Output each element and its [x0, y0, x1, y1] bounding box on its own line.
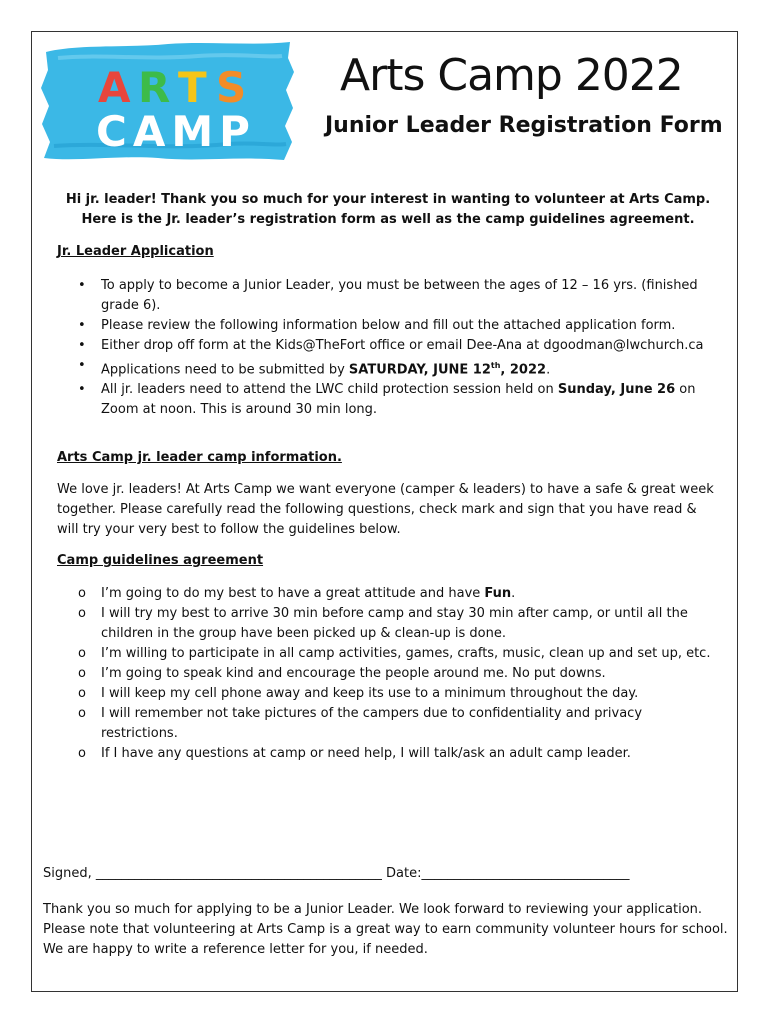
logo-letter-r: R	[138, 63, 171, 112]
application-heading: Jr. Leader Application	[57, 244, 214, 259]
logo-letter-t: T	[178, 63, 207, 112]
guideline-item: o I’m going to do my best to have a great attitude and have Fun.	[78, 586, 516, 601]
arts-camp-logo	[38, 38, 298, 164]
list-item: • To apply to become a Junior Leader, you must be between the ages of 12 – 16 yrs. (finished grade 6).	[78, 278, 698, 313]
closing-text: Thank you so much for applying to be a Junior Leader. We look forward to reviewing your application. Please note that volunteering at Arts Camp is a great way to earn community volunteer hours for school. We are happy to write a reference letter for you, if needed.	[43, 902, 728, 957]
guideline-item: o If I have any questions at camp or need help, I will talk/ask an adult camp leader.	[78, 746, 631, 761]
page-title: Arts Camp 2022	[340, 50, 683, 101]
guideline-item: o I will try my best to arrive 30 min before camp and stay 30 min after camp, or until all the children in the group have been picked up & clean-up is done.	[78, 606, 688, 641]
guidelines-list	[78, 584, 718, 764]
form-subtitle: Junior Leader Registration Form	[325, 113, 723, 138]
guideline-item: o I’m willing to participate in all camp activities, games, crafts, music, clean up and set up, etc.	[78, 646, 711, 661]
signed-field[interactable]: Signed, ____________________________________________	[43, 866, 382, 881]
signature-line	[43, 866, 629, 881]
guideline-item: o I will remember not take pictures of the campers due to confidentiality and privacy restrictions.	[78, 706, 643, 741]
list-item: • Either drop off form at the Kids@TheFort office or email Dee-Ana at dgoodman@lwchurch.ca	[78, 338, 704, 353]
info-heading: Arts Camp jr. leader camp information.	[57, 450, 342, 465]
list-item: • Applications need to be submitted by SATURDAY, JUNE 12th, 2022.	[78, 358, 551, 378]
guideline-item: o I will keep my cell phone away and keep its use to a minimum throughout the day.	[78, 686, 639, 701]
intro-text: Hi jr. leader! Thank you so much for your interest in wanting to volunteer at Arts Camp. Here is the Jr. leader’s registration form as well as the camp guidelines agreement.	[65, 192, 711, 227]
application-list	[78, 276, 718, 420]
guidelines-heading: Camp guidelines agreement	[57, 553, 264, 568]
logo-letter-a: A	[98, 63, 131, 112]
list-item: • All jr. leaders need to attend the LWC child protection session held on Sunday, June 26 on Zoom at noon. This is around 30 min long.	[78, 382, 696, 418]
logo-letter-s: S	[216, 63, 247, 112]
guideline-item: o I’m going to speak kind and encourage the people around me. No put downs.	[78, 666, 606, 681]
info-text: We love jr. leaders! At Arts Camp we want everyone (camper & leaders) to have a safe & great week together. Please carefully read the following questions, check mark and sign that you have read & will try your very best to follow the guidelines below.	[57, 482, 714, 537]
logo-camp: CAMP	[96, 107, 256, 156]
date-field[interactable]: Date:________________________________	[386, 866, 630, 881]
list-item: • Please review the following information below and fill out the attached application form.	[78, 318, 676, 333]
